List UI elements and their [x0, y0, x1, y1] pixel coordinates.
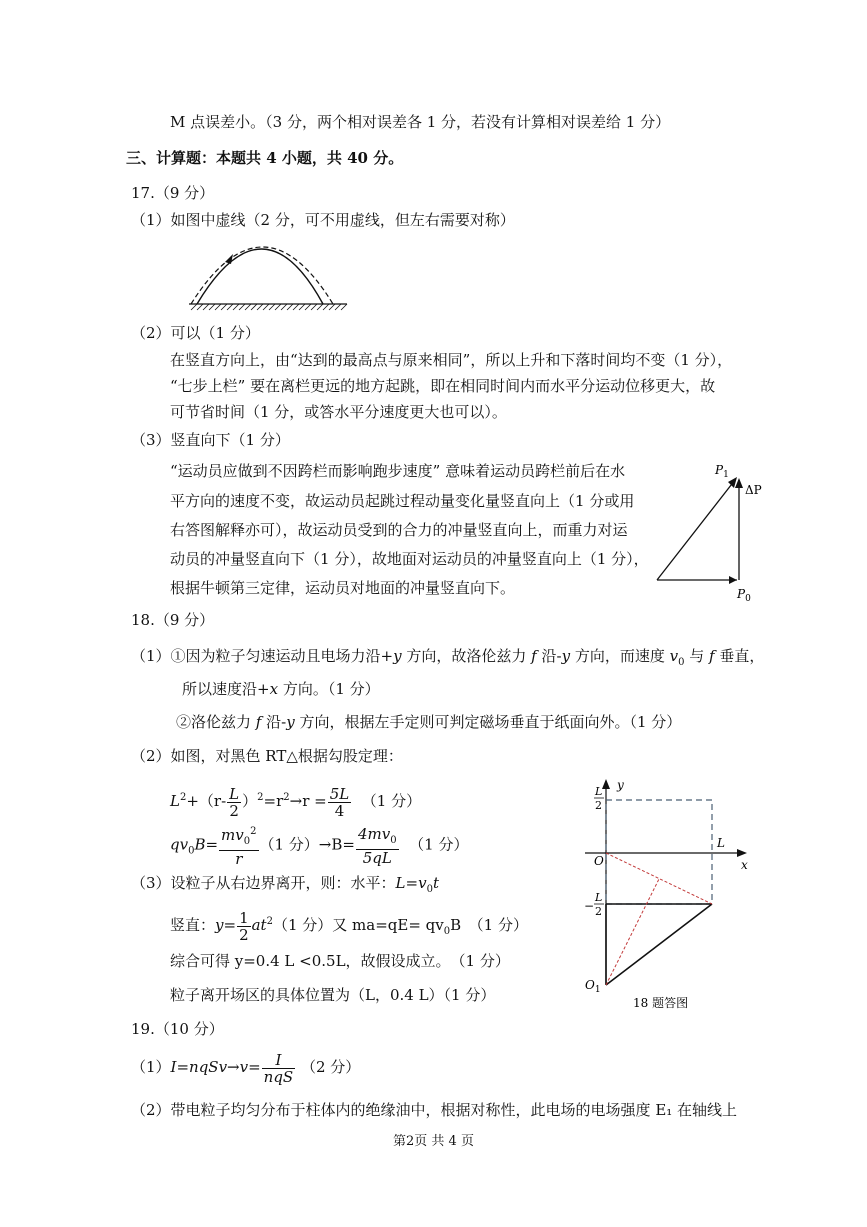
p1-vector: [657, 480, 735, 580]
figure-18-caption: 18 题答图: [633, 996, 689, 1010]
dashed-arc: [191, 247, 333, 304]
label-top-half-den: 2: [595, 799, 602, 812]
y-axis-arrow: [602, 779, 610, 789]
label-p1: $P_1$: [715, 463, 729, 480]
particle-path-chord: [606, 853, 712, 904]
q19-part2: （2）带电粒子均匀分布于柱体内的绝缘油中，根据对称性，此电场的电场强度 E₁ 在轴线上: [131, 1101, 738, 1119]
q18-part1-line-c: ②洛伦兹力 f 沿-y 方向，根据左手定则可判定磁场垂直于纸面向外。（1 分）: [176, 713, 682, 731]
q17-part3-line-a: “运动员应做到不因跨栏而影响跑步速度” 意味着运动员跨栏前后在水: [170, 462, 626, 480]
m-point-line: M 点误差小。（3 分，两个相对误差各 1 分，若没有计算相对误差给 1 分）: [170, 113, 671, 131]
label-p0: $P_0$: [737, 587, 751, 604]
x-axis-label: x: [741, 858, 748, 872]
q18-part3-conclusion: 综合可得 y=0.4 L <0.5L，故假设成立。 （1 分）: [170, 952, 510, 970]
label-L: L: [717, 836, 725, 850]
q17-part3: （3）竖直向下（1 分）: [131, 431, 290, 449]
q17-part3-line-e: 根据牛顿第三定律，运动员对地面的冲量竖直向下。: [170, 579, 516, 597]
q17-part2-line-c: 可节省时间（1 分，或答水平分速度更大也可以）。: [170, 403, 507, 421]
section-3-heading: 三、计算题：本题共 4 小题，共 40 分。: [126, 149, 404, 167]
q17-part2-line-b: “七步上栏” 要在离栏更远的地方起跳，即在相同时间内而水平分运动位移更大，故: [170, 377, 716, 395]
equation-pythagoras: $L^2+(r-$ $\frac{L}{2}$ ）$^2=r^2\to r$ = $\frac{5L}{4}$ （1 分）: [170, 784, 422, 820]
q18-heading: 18.（9 分）: [131, 611, 215, 629]
figure-18: [575, 775, 765, 1015]
ground-hatch: [191, 304, 347, 310]
field-region: [606, 800, 712, 904]
q17-part2: （2）可以（1 分）: [131, 324, 260, 342]
page-footer: 第2页 共 4 页: [393, 1134, 474, 1149]
equation-vertical: 竖直：y= $\frac{1}{2}$ $at^2(1$ 分）又 $ma=qE= qv_0B$ （1 分）: [170, 908, 528, 944]
equation-current: （1）I=nqSv→v= $\frac{I}{\text{nqS}}$ （2 分）: [131, 1050, 361, 1086]
triangle-hypotenuse: [606, 904, 712, 985]
p0-arrow: [729, 576, 737, 584]
solid-arc: [197, 249, 323, 304]
q19-heading: 19.（10 分）: [131, 1020, 224, 1038]
label-top-half-num: L: [595, 785, 603, 798]
arrow-head: [225, 254, 233, 264]
label-minus: −: [584, 899, 595, 913]
q17-part3-line-c: 右答图解释亦可），故运动员受到的合力的冲量竖直向上，而重力对运: [170, 521, 628, 539]
label-o1: $O_1$: [585, 978, 601, 995]
label-origin: O: [594, 854, 604, 868]
label-bottom-half-den: 2: [595, 905, 602, 918]
q18-part2: （2）如图，对黑色 RT△根据勾股定理：: [131, 747, 403, 765]
label-bottom-half-num: L: [595, 891, 603, 904]
q17-part3-line-b: 平方向的速度不变，故运动员起跳过程动量变化量竖直向上（1 分或用: [170, 492, 635, 510]
q17-heading: 17.（9 分）: [131, 184, 215, 202]
q18-part3-position: 粒子离开场区的具体位置为（L，0.4 L）（1 分）: [170, 986, 496, 1004]
q18-part3: （3）设粒子从右边界离开，则：水平：$L=v_0t$: [131, 874, 439, 895]
momentum-triangle-figure: [645, 460, 765, 610]
q17-part1: （1）如图中虚线（2 分，可不用虚线，但左右需要对称）: [131, 211, 515, 229]
equation-lorentz: $qv_0B=$ $\frac{mv_0^2}{r}$ （1 分）→B= $\frac{4mv_0}{5qL}$ （1 分）: [170, 824, 469, 868]
q17-part2-line-a: 在竖直方向上，由“达到的最高点与原来相同”，所以上升和下落时间均不变（1 分），: [170, 351, 733, 369]
trajectory-figure: [185, 232, 355, 312]
q18-part1-line-a: （1）①因为粒子匀速运动且电场力沿+y 方向，故洛伦兹力 f 沿-y 方向，而速度 $v_0$ 与 f 垂直，: [131, 647, 765, 668]
q17-part3-line-d: 动员的冲量竖直向下（1 分），故地面对运动员的冲量竖直向上（1 分），: [170, 550, 649, 568]
radius-line: [606, 879, 659, 985]
q18-part1-line-b: 所以速度沿+x 方向。（1 分）: [182, 680, 380, 698]
y-axis-label: y: [617, 778, 624, 792]
x-axis-arrow: [737, 849, 747, 857]
label-delta-p: ΔP: [745, 483, 762, 497]
